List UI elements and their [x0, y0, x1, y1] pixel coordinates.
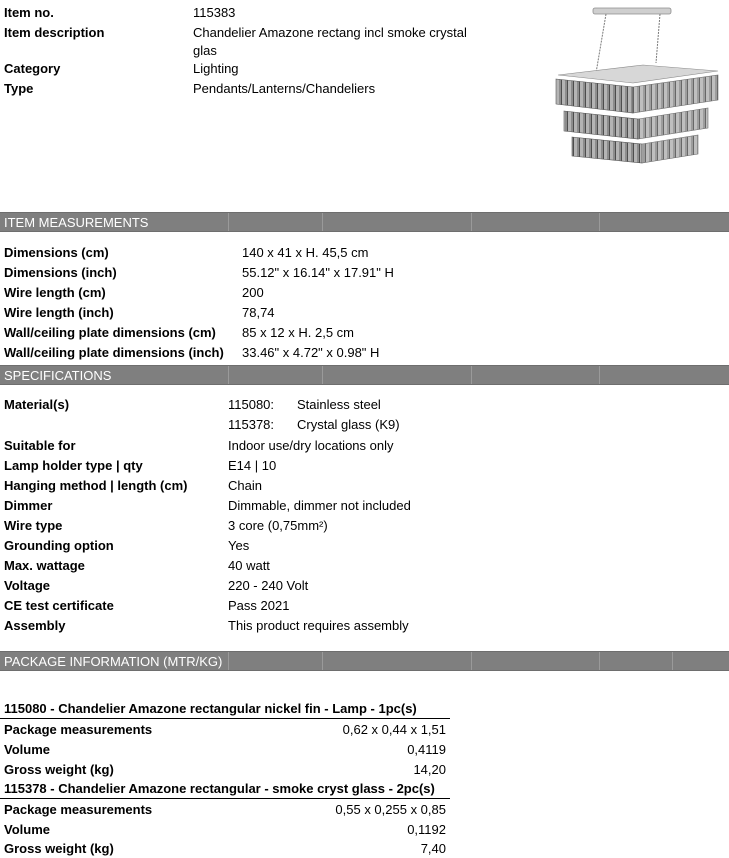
spec-value: Dimmable, dimmer not included — [228, 498, 411, 513]
category-value: Lighting — [193, 61, 239, 76]
chain-left — [596, 14, 606, 73]
package-row-value: 7,40 — [420, 841, 446, 856]
package-row-value: 0,4119 — [407, 742, 446, 757]
measure-label: Wall/ceiling plate dimensions (inch) — [4, 345, 224, 360]
spec-value: Indoor use/dry locations only — [228, 438, 394, 453]
spec-value: 3 core (0,75mm²) — [228, 518, 328, 533]
ceiling-plate — [593, 8, 671, 14]
spec-label: Voltage — [4, 578, 50, 593]
measure-label: Dimensions (inch) — [4, 265, 117, 280]
item-measurements-header — [0, 212, 729, 232]
category-label: Category — [4, 61, 61, 76]
material-name: Crystal glass (K9) — [297, 417, 400, 432]
spec-label: Max. wattage — [4, 558, 85, 573]
measure-value: 55.12" x 16.14" x 17.91" H — [242, 265, 394, 280]
package-divider — [0, 798, 450, 799]
spec-value: Yes — [228, 538, 250, 553]
item-no-value: 115383 — [193, 5, 236, 20]
crystal-tier-1 — [556, 79, 633, 113]
package-row-label: Package measurements — [4, 722, 153, 737]
spec-value: 40 watt — [228, 558, 270, 573]
item-no-label: Item no. — [4, 5, 54, 20]
package-row-value: 14,20 — [413, 762, 446, 777]
spec-value: 220 - 240 Volt — [228, 578, 309, 593]
spec-label: CE test certificate — [4, 598, 114, 613]
measure-value: 85 x 12 x H. 2,5 cm — [242, 325, 354, 340]
package-row-label: Package measurements — [4, 802, 153, 817]
chain-right — [656, 14, 660, 63]
crystal-tier-2-side — [638, 108, 708, 139]
chandelier-product-image — [538, 3, 728, 173]
materials-label: Material(s) — [4, 397, 70, 412]
specifications-title: SPECIFICATIONS — [4, 368, 112, 383]
spec-value: E14 | 10 — [228, 458, 277, 473]
package-row-value: 0,55 x 0,255 x 0,85 — [335, 802, 446, 817]
package-row-label: Volume — [4, 822, 50, 837]
spec-label: Hanging method | length (cm) — [4, 478, 188, 493]
spec-label: Grounding option — [4, 538, 114, 553]
item-description-label: Item description — [4, 25, 105, 40]
package-row-label: Volume — [4, 742, 50, 757]
crystal-tier-3-side — [642, 135, 698, 163]
spec-value: This product requires assembly — [228, 618, 409, 633]
package-divider — [0, 718, 450, 719]
measure-value: 140 x 41 x H. 45,5 cm — [242, 245, 369, 260]
measure-label: Wire length (cm) — [4, 285, 106, 300]
measure-label: Wall/ceiling plate dimensions (cm) — [4, 325, 216, 340]
spec-value: Chain — [228, 478, 262, 493]
spec-label: Wire type — [4, 518, 63, 533]
measure-value: 33.46" x 4.72" x 0.98" H — [242, 345, 380, 360]
package-information-header — [0, 651, 729, 671]
package-row-label: Gross weight (kg) — [4, 841, 114, 856]
type-label: Type — [4, 81, 34, 96]
package-information-title: PACKAGE INFORMATION (MTR/KG) — [4, 654, 223, 669]
measure-value: 200 — [242, 285, 264, 300]
spec-label: Dimmer — [4, 498, 53, 513]
crystal-tier-2 — [564, 111, 638, 139]
material-code: 115378: — [228, 417, 275, 432]
material-name: Stainless steel — [297, 397, 381, 412]
spec-value: Pass 2021 — [228, 598, 290, 613]
crystal-tier-3 — [572, 137, 642, 163]
item-description-value: Chandelier Amazone rectang incl smoke crystal glas — [193, 25, 467, 58]
measure-label: Wire length (inch) — [4, 305, 114, 320]
measure-value: 78,74 — [242, 305, 275, 320]
item-measurements-title: ITEM MEASUREMENTS — [4, 215, 149, 230]
package-item-heading: 115080 - Chandelier Amazone rectangular nickel fin - Lamp - 1pc(s) — [4, 701, 417, 716]
spec-label: Suitable for — [4, 438, 76, 453]
material-code: 115080: — [228, 397, 275, 412]
type-value: Pendants/Lanterns/Chandeliers — [193, 81, 376, 96]
spec-label: Lamp holder type | qty — [4, 458, 143, 473]
spec-label: Assembly — [4, 618, 66, 633]
package-row-value: 0,62 x 0,44 x 1,51 — [342, 722, 446, 737]
measure-label: Dimensions (cm) — [4, 245, 109, 260]
package-row-value: 0,1192 — [407, 822, 446, 837]
package-row-label: Gross weight (kg) — [4, 762, 114, 777]
specifications-header — [0, 365, 729, 385]
package-item-heading: 115378 - Chandelier Amazone rectangular - smoke cryst glass - 2pc(s) — [4, 781, 435, 796]
